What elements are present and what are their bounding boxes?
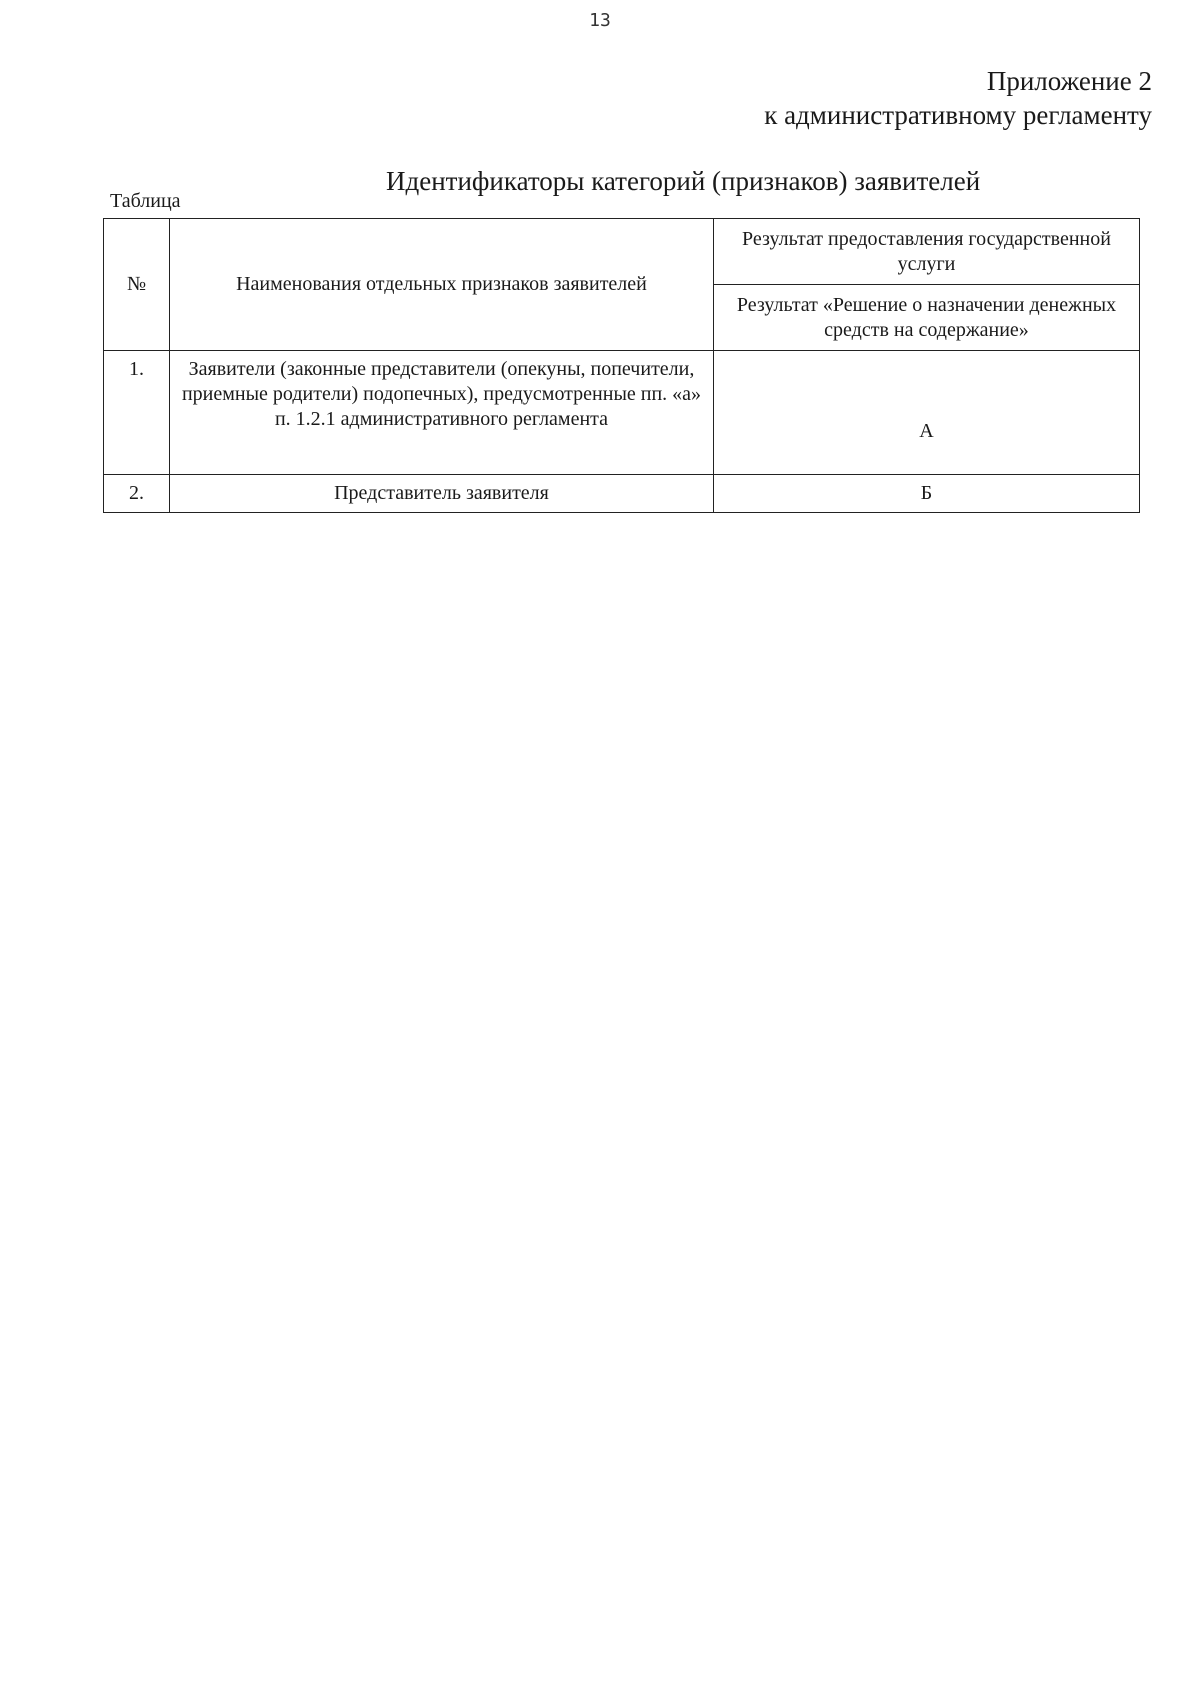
- table-caption: Таблица: [110, 190, 181, 212]
- applicant-identifiers-table: [103, 218, 1140, 513]
- appendix-line-1: Приложение 2: [986, 66, 1152, 96]
- document-title: Идентификаторы категорий (признаков) заявителей: [386, 166, 981, 196]
- table-row: [104, 351, 1140, 475]
- header-number: №: [104, 219, 170, 351]
- header-result-sub: Результат «Решение о назначении денежных средств на содержание»: [714, 285, 1140, 351]
- row-name: Представитель заявителя: [170, 475, 714, 513]
- header-row-1: [104, 219, 1140, 285]
- row-result: Б: [714, 475, 1140, 513]
- appendix-reference: [764, 64, 1152, 132]
- row-number: 2.: [104, 475, 170, 513]
- page-number: 13: [589, 10, 611, 31]
- appendix-line-2: к административному регламенту: [764, 100, 1152, 130]
- row-name: Заявители (законные представители (опекуны, попечители, приемные родители) подопечных), предусмотренные пп. «а» п. 1.2.1 административного регламента: [170, 351, 714, 475]
- header-result-group: Результат предоставления государственной услуги: [714, 219, 1140, 285]
- row-number: 1.: [104, 351, 170, 475]
- table-row: [104, 475, 1140, 513]
- header-name: Наименования отдельных признаков заявителей: [170, 219, 714, 351]
- row-result: А: [714, 351, 1140, 475]
